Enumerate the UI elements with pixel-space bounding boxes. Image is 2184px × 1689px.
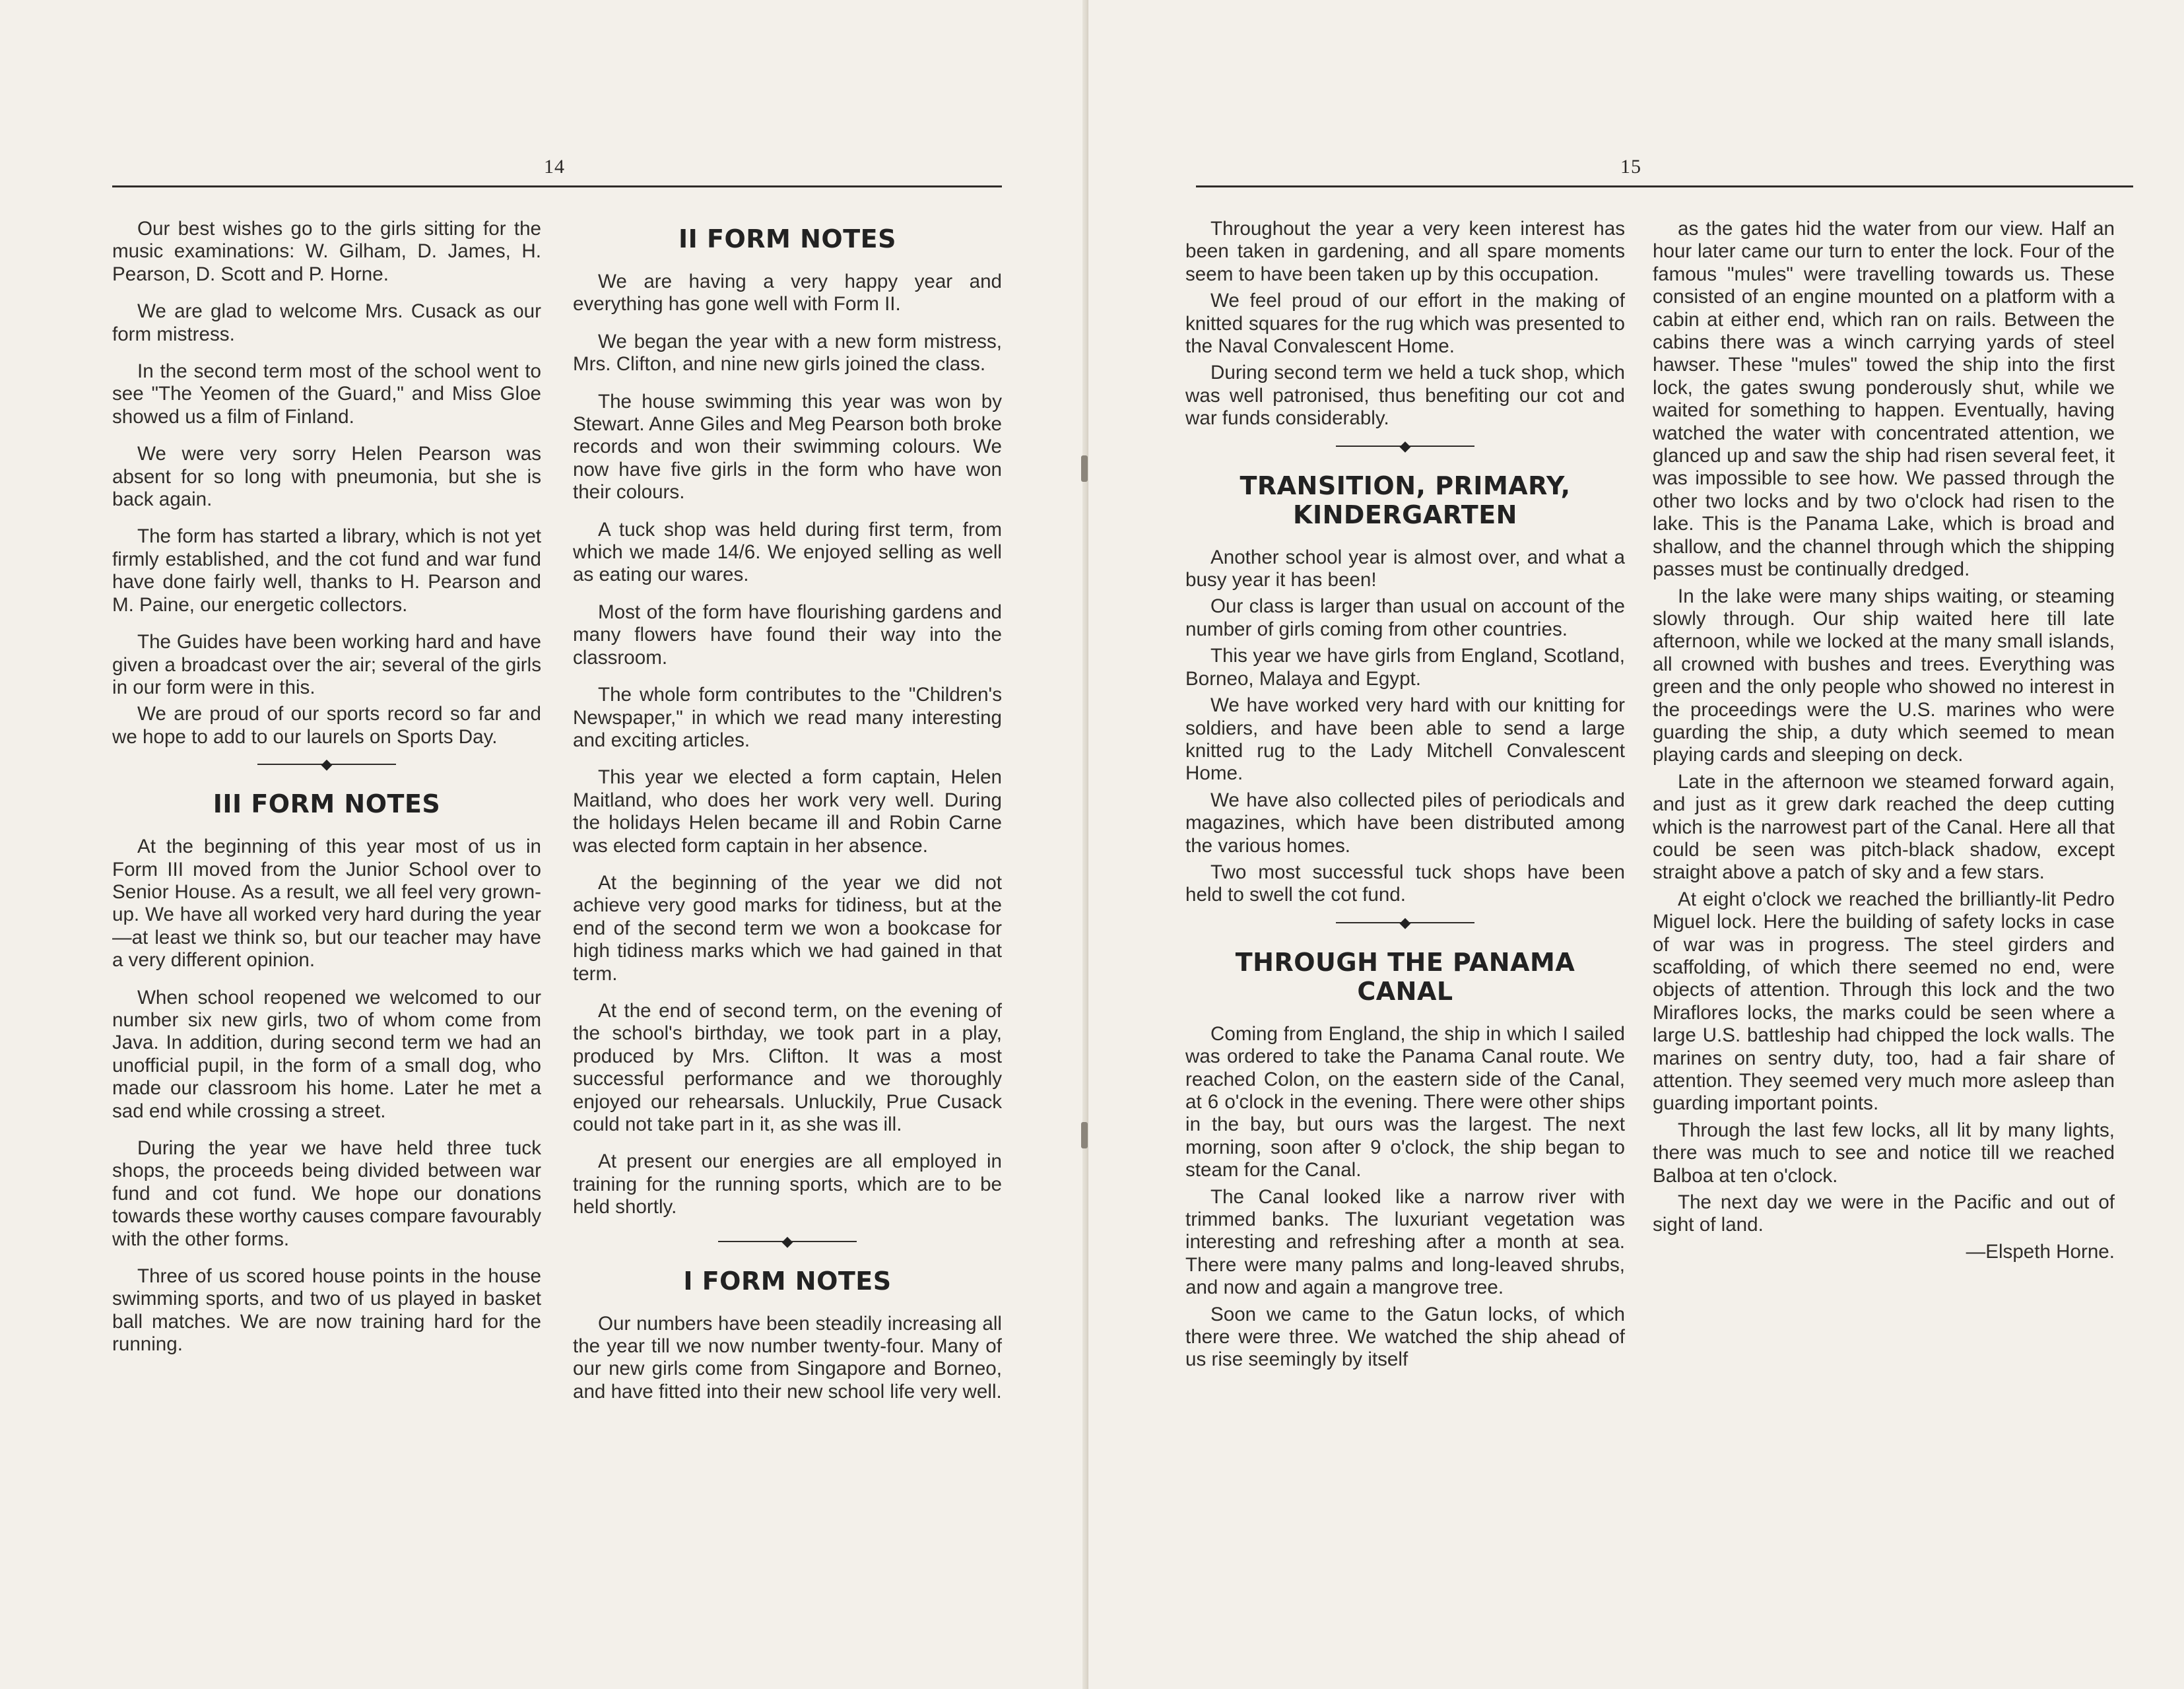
paragraph: The whole form contributes to the "Children's Newspaper," in which we read many interesting and exciting articles. bbox=[573, 684, 1002, 751]
staple bbox=[1081, 455, 1088, 482]
left-page-column-1 bbox=[112, 218, 541, 1371]
page-number-right: 15 bbox=[1620, 156, 1641, 178]
paragraph: Through the last few locks, all lit by many lights, there was much to see and notice till we reached Balboa at ten o'clock. bbox=[1653, 1119, 2115, 1187]
heading-ii-form-notes: II FORM NOTES bbox=[678, 224, 896, 253]
header-rule-left bbox=[112, 185, 1002, 187]
author-signature: —Elspeth Horne. bbox=[1966, 1240, 2115, 1263]
paragraph: During the year we have held three tuck shops, the proceeds being divided between war fund and cot fund. We hope our donations towards these worthy causes compare favourably with the other forms. bbox=[112, 1137, 541, 1250]
paragraph: We have worked very hard with our knitting for soldiers, and have been able to send a large knitted rug to the Lady Mitchell Convalescent Home. bbox=[1185, 694, 1625, 785]
paragraph: Our class is larger than usual on account of the number of girls coming from other countries. bbox=[1185, 595, 1625, 640]
paragraph: as the gates hid the water from our view. Half an hour later came our turn to enter the lock. Four of the famous "mules" were travelling towards us. These consisted of an engine mounted on a platform with a cabin at either end, which ran on rails. Between the cabins there was a winch carrying yards of steel hawser. These "mules" towed the ship into the first lock, the gates swung ponderously shut, while we waited for something to happen. Eventually, having watched the water with concentrated attention, we glanced up and saw the ship had risen several feet, it was impossible to see how. We passed through the other two locks and by two o'clock had risen to the lake. This is the Panama Lake, which is broad and shallow, and the channel through which the shipping passes must be continually dredged. bbox=[1653, 218, 2115, 581]
paragraph: We were very sorry Helen Pearson was absent for so long with pneumonia, but she is back again. bbox=[112, 443, 541, 511]
paragraph: Another school year is almost over, and what a busy year it has been! bbox=[1185, 546, 1625, 591]
paragraph: We began the year with a new form mistress, Mrs. Clifton, and nine new girls joined the class. bbox=[573, 330, 1002, 376]
paragraph: This year we elected a form captain, Helen Maitland, who does her work very well. During the holidays Helen became ill and Robin Carne was elected form captain in her absence. bbox=[573, 766, 1002, 857]
paragraph: Late in the afternoon we steamed forward again, and just as it grew dark reached the deep cutting which is the narrowest part of the Canal. Here all that could be seen was pitch-black shadow, except straight above a patch of sky and a few stars. bbox=[1653, 770, 2115, 884]
paragraph: Throughout the year a very keen interest has been taken in gardening, and all spare moments seem to have been taken up by this occupation. bbox=[1185, 218, 1625, 285]
heading-i-form-notes: I FORM NOTES bbox=[683, 1266, 892, 1296]
paragraph: We are having a very happy year and everything has gone well with Form II. bbox=[573, 271, 1002, 315]
section-divider: ◆ bbox=[573, 1234, 1002, 1249]
paragraph: At present our energies are all employed in training for the running sports, which are to be held shortly. bbox=[573, 1150, 1002, 1218]
paragraph: The house swimming this year was won by Stewart. Anne Giles and Meg Pearson both broke records and won their swimming colours. We now have five girls in the form who have won their colours. bbox=[573, 390, 1002, 504]
page-number-left: 14 bbox=[544, 156, 565, 178]
paragraph: The form has started a library, which is not yet firmly established, and the cot fund and war fund have done fairly well, thanks to H. Pearson and M. Paine, our energetic collectors. bbox=[112, 525, 541, 616]
paragraph: At the beginning of the year we did not achieve very good marks for tidiness, but at the end of the second term we won a bookcase for high tidiness marks which we had gained in that term. bbox=[573, 871, 1002, 985]
paragraph: We are proud of our sports record so far and we hope to add to our laurels on Sports Day. bbox=[112, 703, 541, 748]
paragraph: We have also collected piles of periodicals and magazines, which have been distributed among the various homes. bbox=[1185, 789, 1625, 857]
paragraph: At the beginning of this year most of us in Form III moved from the Junior School over to Senior House. As a result, we all feel very grown-up. We have all worked very hard during the year—at least we think so, but our teacher may have a very different opinion. bbox=[112, 836, 541, 972]
heading-iii-form-notes: III FORM NOTES bbox=[213, 789, 441, 819]
right-page bbox=[1088, 0, 2184, 1689]
paragraph: We feel proud of our effort in the making of knitted squares for the rug which was presented to the Naval Convalescent Home. bbox=[1185, 290, 1625, 358]
section-divider: ◆ bbox=[112, 756, 541, 772]
paragraph: Two most successful tuck shops have been held to swell the cot fund. bbox=[1185, 861, 1625, 906]
paragraph: Coming from England, the ship in which I sailed was ordered to take the Panama Canal route. We reached Colon, on the eastern side of the Canal, at 6 o'clock in the evening. There were other ships in the bay, but ours was the largest. The next morning, soon after 9 o'clock, the ship began to steam for the Canal. bbox=[1185, 1022, 1625, 1181]
paragraph: In the second term most of the school went to see "The Yeomen of the Guard," and Miss Gloe showed us a film of Finland. bbox=[112, 360, 541, 428]
left-page bbox=[0, 0, 1087, 1689]
left-page-column-2 bbox=[573, 218, 1002, 1418]
right-page-column-2 bbox=[1653, 218, 2115, 1278]
paragraph: A tuck shop was held during first term, from which we made 14/6. We enjoyed selling as well as eating our wares. bbox=[573, 518, 1002, 586]
heading-transition-primary-kindergarten: TRANSITION, PRIMARY, KINDERGARTEN bbox=[1240, 471, 1571, 529]
right-page-column-1 bbox=[1185, 218, 1625, 1375]
paragraph: Our numbers have been steadily increasing all the year till we now number twenty-four. Many of our new girls come from Singapore and Borneo, and have fitted into their new school life very well. bbox=[573, 1312, 1002, 1403]
paragraph: Most of the form have flourishing gardens and many flowers have found their way into the classroom. bbox=[573, 601, 1002, 669]
section-divider: ◆ bbox=[1185, 915, 1625, 931]
paragraph: Three of us scored house points in the house swimming sports, and two of us played in basket ball matches. We are now training hard for the running. bbox=[112, 1265, 541, 1356]
paragraph: The Guides have been working hard and have given a broadcast over the air; several of the girls in our form were in this. bbox=[112, 631, 541, 698]
paragraph: Our best wishes go to the girls sitting for the music examinations: W. Gilham, D. James, H. Pearson, D. Scott and P. Horne. bbox=[112, 218, 541, 285]
paragraph: At eight o'clock we reached the brilliantly-lit Pedro Miguel lock. Here the building of safety locks in case of war was in progress. The steel girders and scaffolding, of which there seemed no end, were objects of attention. Through this lock and the two Miraflores locks, the marks could be seen where a large U.S. battleship had chipped the lock walls. The marines on sentry duty, too, had a fair share of attention. They seemed very much more asleep than guarding important points. bbox=[1653, 888, 2115, 1115]
paragraph: During second term we held a tuck shop, which was well patronised, thus benefiting our cot and war funds considerably. bbox=[1185, 362, 1625, 430]
heading-through-the-panama-canal: THROUGH THE PANAMA CANAL bbox=[1235, 947, 1575, 1006]
paragraph: In the lake were many ships waiting, or steaming slowly through. Our ship waited here till late afternoon, while we locked at the many small islands, all crowned with bushes and trees. Everything was green and the only people who showed no interest in the proceedings were the U.S. marines who were guarding the ship, a duty which seemed to mean playing cards and sleeping on deck. bbox=[1653, 585, 2115, 766]
paragraph: This year we have girls from England, Scotland, Borneo, Malaya and Egypt. bbox=[1185, 645, 1625, 690]
paragraph: At the end of second term, on the evening of the school's birthday, we took part in a play, produced by Mrs. Clifton. It was a most successful performance and we thoroughly enjoyed our rehearsals. Unluckily, Prue Cusack could not take part in it, as she was ill. bbox=[573, 999, 1002, 1135]
paragraph: We are glad to welcome Mrs. Cusack as our form mistress. bbox=[112, 300, 541, 345]
staple bbox=[1081, 1122, 1088, 1148]
header-rule-right bbox=[1196, 185, 2133, 187]
section-divider: ◆ bbox=[1185, 438, 1625, 454]
paragraph: Soon we came to the Gatun locks, of which there were three. We watched the ship ahead of us rise seemingly by itself bbox=[1185, 1303, 1625, 1371]
paragraph: When school reopened we welcomed to our number six new girls, two of whom come from Java. In addition, during second term we had an unofficial pupil, in the form of a small dog, who made our classroom his home. Later he met a sad end while crossing a street. bbox=[112, 986, 541, 1122]
paragraph: The next day we were in the Pacific and out of sight of land. bbox=[1653, 1191, 2115, 1236]
paragraph: The Canal looked like a narrow river with trimmed banks. The luxuriant vegetation was interesting and refreshing after a month at sea. There were many palms and long-leaved shrubs, and now and again a mangrove tree. bbox=[1185, 1185, 1625, 1299]
